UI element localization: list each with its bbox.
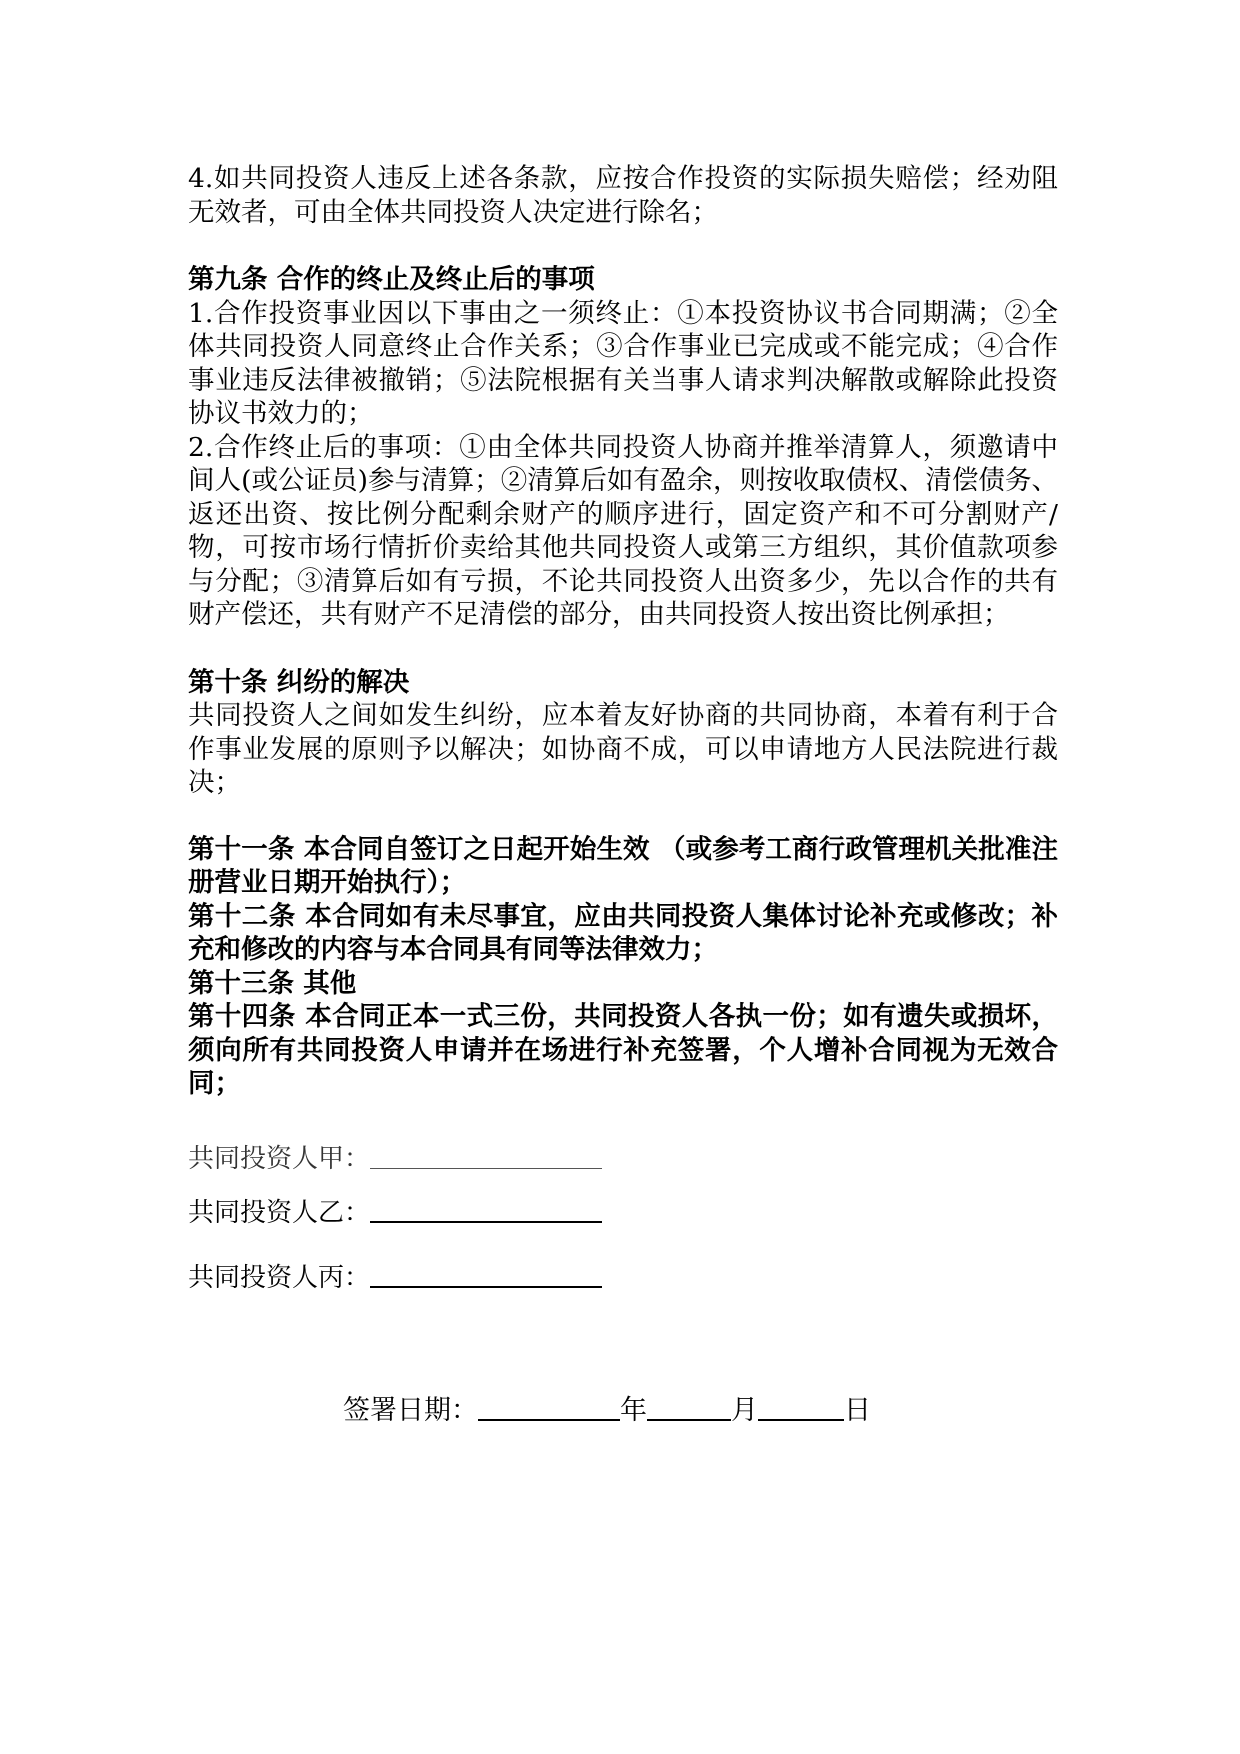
signature-line-c[interactable] <box>370 1286 602 1288</box>
clause-9-item-2: 2.合作终止后的事项：①由全体共同投资人协商并推举清算人，须邀请中间人(或公证员)参与清算；②清算后如有盈余，则按收取债权、清偿债务、返还出资、按比例分配剩余财产的顺序进行，固定资产和不可分割财产/物，可按市场行情折价卖给其他共同投资人或第三方组织，其价值款项参与分配；③清算后如有亏损，不论共同投资人出资多少，先以合作的共有财产偿还，共有财产不足清偿的部分，由共同投资人按出资比例承担； <box>188 431 1058 630</box>
year-label: 年 <box>620 1395 647 1426</box>
clause-10-body: 共同投资人之间如发生纠纷，应本着友好协商的共同协商，本着有利于合作事业发展的原则予以解决；如协商不成，可以申请地方人民法院进行裁决； <box>188 700 1058 798</box>
signature-investor-c <box>188 1257 602 1294</box>
spacer <box>188 632 1058 666</box>
spacer <box>188 800 1058 833</box>
final-clauses <box>188 833 1058 1101</box>
clause-9-item-1: 1.合作投资事业因以下事由之一须终止：①本投资协议书合同期满；②全体共同投资人同意终止合作关系；③合作事业已完成或不能完成；④合作事业违反法律被撤销；⑤法院根据有关当事人请求判决解散或解除此投资协议书效力的； <box>188 297 1058 429</box>
clause-9-heading: 第九条 合作的终止及终止后的事项 <box>188 264 595 295</box>
signing-date <box>343 1388 871 1427</box>
clause-12: 第十二条 本合同如有未尽事宜，应由共同投资人集体讨论补充或修改；补充和修改的内容与本合同具有同等法律效力； <box>188 900 1058 965</box>
date-label: 签署日期： <box>343 1395 478 1426</box>
clause-14: 第十四条 本合同正本一式三份，共同投资人各执一份；如有遗失或损坏，须向所有共同投资人申请并在场进行补充签署，个人增补合同视为无效合同； <box>188 1001 1058 1099</box>
signature-investor-a <box>188 1138 602 1175</box>
clause-8-item-4: 4.如共同投资人违反上述各条款，应按合作投资的实际损失赔偿；经劝阻无效者，可由全体共同投资人决定进行除名； <box>188 163 1058 228</box>
month-blank[interactable] <box>647 1419 731 1421</box>
month-label: 月 <box>731 1395 758 1426</box>
clause-13: 第十三条 其他 <box>188 967 357 999</box>
clause-10-heading: 第十条 纠纷的解决 <box>188 666 410 698</box>
signature-label-c: 共同投资人丙： <box>188 1263 371 1293</box>
signature-label-a: 共同投资人甲： <box>188 1144 371 1174</box>
signature-label-b: 共同投资人乙： <box>188 1198 371 1228</box>
signature-investor-b <box>188 1192 602 1229</box>
contract-page <box>188 162 1058 1101</box>
clause-11: 第十一条 本合同自签订之日起开始生效 （或参考工商行政管理机关批准注册营业日期开始执行）； <box>188 833 1058 898</box>
day-label: 日 <box>844 1395 871 1426</box>
spacer <box>188 229 1058 263</box>
day-blank[interactable] <box>758 1419 844 1421</box>
signature-line-a[interactable] <box>370 1168 602 1169</box>
year-blank[interactable] <box>478 1419 620 1421</box>
signature-line-b[interactable] <box>370 1221 602 1223</box>
